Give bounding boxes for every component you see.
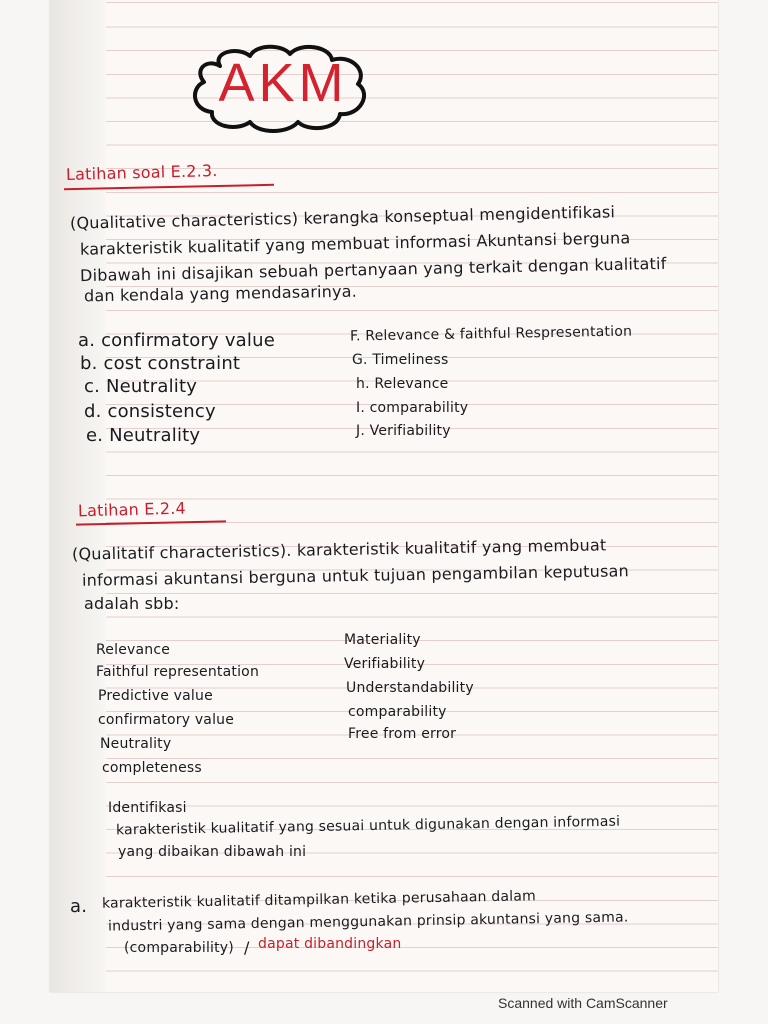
answer-b: b. cost constraint — [80, 353, 241, 374]
answer-f: F. Relevance & faithful Respresentation — [349, 323, 633, 345]
answer-e: e. Neutrality — [86, 425, 201, 446]
identify-line2: yang dibaikan dibawah ini — [118, 844, 307, 860]
answer-j: J. Verifiability — [356, 423, 451, 439]
section1-intro-line4: dan kendala yang mendasarinya. — [83, 281, 358, 306]
page-edge-shadow — [50, 0, 106, 992]
identify-heading: Identifikasi — [108, 800, 187, 816]
answer-h: h. Relevance — [356, 376, 449, 392]
section2-intro-line1: (Qualitatif characteristics). karakteristik kualitatif yang membuat — [71, 535, 607, 564]
page-title: AKM — [218, 53, 348, 113]
section2-intro-line2: informasi akuntansi berguna untuk tujuan pengambilan keputusan — [81, 561, 630, 590]
answer-g: G. Timeliness — [352, 352, 449, 368]
list-item-verifiability: Verifiability — [344, 656, 426, 672]
answer-d: d. consistency — [84, 401, 216, 422]
list-item-faithful-representation: Faithful representation — [96, 664, 260, 680]
list-item-understandability: Understandability — [346, 680, 474, 696]
section1-intro-line1: (Qualitative characteristics) kerangka konseptual mengidentifikasi — [69, 202, 616, 233]
section2-intro-line3: adalah sbb: — [84, 594, 180, 613]
list-item-neutrality: Neutrality — [100, 736, 172, 752]
camscanner-footer: Scanned with CamScanner — [498, 995, 668, 1011]
item-a-line1: karakteristik kualitatif ditampilkan ketika perusahaan dalam — [101, 888, 537, 912]
section2-heading: Latihan E.2.4 — [77, 498, 187, 521]
item-a-slash: / — [244, 938, 250, 957]
section1-intro-line3: Dibawah ini disajikan sebuah pertanyaan yang terkait dengan kualitatif — [79, 253, 667, 286]
list-item-confirmatory-value: confirmatory value — [98, 712, 235, 728]
section1-intro-line2: karakteristik kualitatif yang membuat informasi Akuntansi berguna — [79, 228, 631, 259]
list-item-materiality: Materiality — [344, 632, 421, 648]
list-item-relevance: Relevance — [96, 642, 171, 658]
section1-heading: Latihan soal E.2.3. — [65, 161, 218, 184]
identify-line1: karakteristik kualitatif yang sesuai untuk digunakan dengan informasi — [115, 813, 621, 839]
list-item-comparability: comparability — [348, 704, 447, 720]
answer-a: a. confirmatory value — [78, 330, 275, 351]
answer-c: c. Neutrality — [84, 376, 198, 397]
item-a-label: a. — [70, 896, 88, 917]
item-a-note: dapat dibandingkan — [258, 936, 402, 952]
list-item-completeness: completeness — [102, 760, 202, 776]
item-a-line2: industri yang sama dengan menggunakan prinsip akuntansi yang sama. — [107, 909, 629, 935]
item-a-answer: (comparability) — [124, 940, 234, 956]
answer-i: I. comparability — [356, 400, 469, 416]
list-item-predictive-value: Predictive value — [98, 688, 213, 704]
list-item-free-from-error: Free from error — [348, 726, 457, 742]
